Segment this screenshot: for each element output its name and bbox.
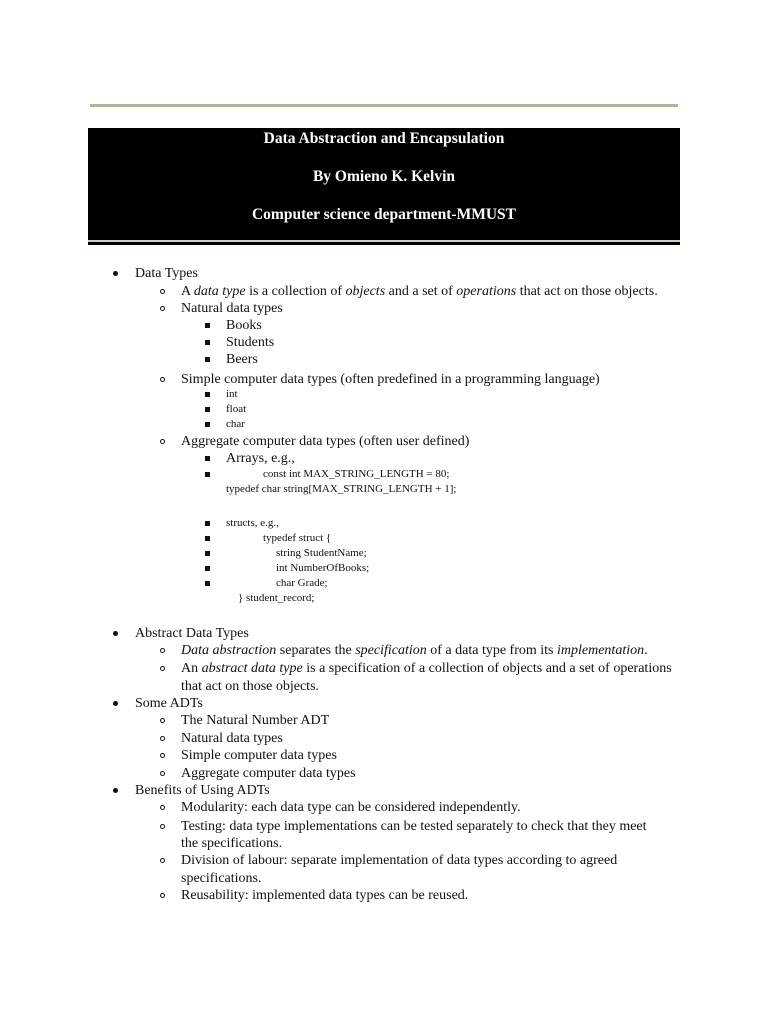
code-line: const int MAX_STRING_LENGTH = 80; <box>263 468 450 480</box>
title-banner <box>88 128 680 245</box>
bullet-square <box>205 456 210 461</box>
bullet-disc <box>113 701 118 706</box>
bullet-circle <box>160 893 165 898</box>
list-item-continuation: the specifications. <box>181 836 283 851</box>
bullet-circle <box>160 666 165 671</box>
bullet-circle <box>160 771 165 776</box>
bullet-square <box>205 521 210 526</box>
list-item: char <box>226 418 245 430</box>
banner-rule <box>88 240 680 242</box>
bullet-square <box>205 340 210 345</box>
list-item: Division of labour: separate implementation of data types according to agreed <box>181 853 618 868</box>
list-item: Testing: data type implementations can be tested separately to check that they meet <box>181 819 647 834</box>
list-item: float <box>226 403 247 415</box>
bullet-square <box>205 323 210 328</box>
bullet-circle <box>160 736 165 741</box>
list-item: The Natural Number ADT <box>181 713 330 728</box>
code-line: } student_record; <box>238 592 315 604</box>
bullet-circle <box>160 824 165 829</box>
bullet-disc <box>113 788 118 793</box>
author-line: By Omieno K. Kelvin <box>312 168 456 185</box>
bullet-square <box>205 581 210 586</box>
bullet-circle <box>160 753 165 758</box>
bullet-circle <box>160 805 165 810</box>
section-heading: Benefits of Using ADTs <box>135 783 270 798</box>
section-heading: Abstract Data Types <box>135 626 249 641</box>
bullet-square <box>205 422 210 427</box>
code-line: typedef char string[MAX_STRING_LENGTH + 1]; <box>226 483 457 495</box>
bullet-square <box>205 357 210 362</box>
list-item: Students <box>226 335 275 350</box>
bullet-circle <box>160 718 165 723</box>
bullet-square <box>205 566 210 571</box>
bullet-square <box>205 536 210 541</box>
code-line: int NumberOfBooks; <box>276 562 370 574</box>
bullet-circle <box>160 858 165 863</box>
bullet-circle <box>160 306 165 311</box>
list-item: Simple computer data types <box>181 748 337 763</box>
code-line: string StudentName; <box>276 547 367 559</box>
bullet-square <box>205 551 210 556</box>
document-title: Data Abstraction and Encapsulation <box>263 130 505 147</box>
list-item: Reusability: implemented data types can be reused. <box>181 888 469 903</box>
list-item: Aggregate computer data types (often user defined) <box>181 434 470 449</box>
list-item: int <box>226 388 238 400</box>
list-item: Data abstraction separates the specification of a data type from its implementation. <box>181 643 648 658</box>
bullet-disc <box>113 631 118 636</box>
list-item-continuation: specifications. <box>181 871 262 886</box>
code-line: typedef struct { <box>263 532 332 544</box>
list-item: Simple computer data types (often predefined in a programming language) <box>181 372 600 387</box>
bullet-circle <box>160 439 165 444</box>
bullet-square <box>205 392 210 397</box>
list-item: An abstract data type is a specification of a collection of objects and a set of operations <box>181 661 672 676</box>
list-item: Natural data types <box>181 731 283 746</box>
list-item-continuation: that act on those objects. <box>181 679 320 694</box>
bullet-circle <box>160 289 165 294</box>
section-heading: Data Types <box>135 266 198 281</box>
section-heading: Some ADTs <box>135 696 203 711</box>
list-item: Natural data types <box>181 301 283 316</box>
list-item: Beers <box>226 352 258 367</box>
bullet-disc <box>113 271 118 276</box>
code-line: char Grade; <box>276 577 328 589</box>
list-item: structs, e.g., <box>226 517 279 529</box>
bullet-square <box>205 472 210 477</box>
bullet-square <box>205 407 210 412</box>
data-type-definition: A data type is a collection of objects and a set of operations that act on those objects. <box>181 284 658 299</box>
list-item: Modularity: each data type can be considered independently. <box>181 800 521 815</box>
bullet-circle <box>160 648 165 653</box>
list-item: Arrays, e.g., <box>226 451 295 466</box>
bullet-circle <box>160 377 165 382</box>
department-line: Computer science department-MMUST <box>251 206 517 223</box>
list-item: Books <box>226 318 262 333</box>
top-divider <box>90 104 678 107</box>
list-item: Aggregate computer data types <box>181 766 356 781</box>
